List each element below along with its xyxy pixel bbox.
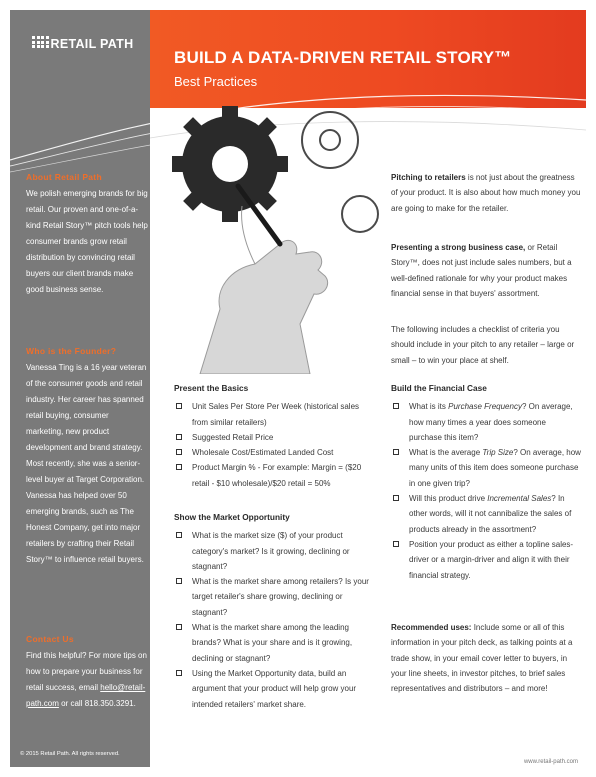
contact-section: [26, 634, 148, 712]
intro-paragraph-1: [391, 170, 581, 216]
founder-text: Vanessa Ting is a 16 year veteran of the consumer goods and retail industry. Her career has spanned retail buying, consumer marketing, new product development and brand strategy. Most recently, she was a senior-level buyer at Target Corporation. Vanessa has helped over 50 emerging brands, such as The Honest Company, get into major retailers by crafting their Retail Story™ to influence retail buyers.: [26, 363, 147, 564]
checklist-item: [174, 666, 369, 712]
intro-p1-text: is not just about the greatness of your product. It is also about how much money you are going to make for the retailer.: [391, 173, 581, 213]
checklist-item: [174, 430, 369, 445]
checkbox-icon: [176, 449, 182, 455]
intro-p1-bold: Pitching to retailers: [391, 173, 466, 182]
contact-email-link[interactable]: hello@retail-path.com: [26, 683, 146, 708]
contact-text: [26, 648, 148, 712]
checklist-item: [174, 445, 369, 460]
checklist-item-text: Wholesale Cost/Estimated Landed Cost: [192, 448, 334, 458]
about-text: We polish emerging brands for big retail. Our proven and one-of-a-kind Retail Story™ pitch tools help consumer brands grow retail distribution by convincing retail buyers our client brands make good business sense.: [26, 189, 148, 294]
checkbox-icon: [176, 403, 182, 409]
intro-paragraph-2: [391, 240, 581, 301]
checklist-item-text: What is the average: [409, 448, 483, 458]
checklist-item: [174, 574, 369, 620]
founder-section: [26, 346, 148, 568]
sidebar: [10, 10, 150, 767]
checklist-item-text: What is its: [409, 402, 449, 412]
about-section: [26, 172, 148, 298]
checklist-item-text: What is the market share among the leading brands? What is your share and is it growing, declining or stagnant?: [192, 623, 353, 663]
checkbox-icon: [176, 624, 182, 630]
checklist-item: [174, 399, 369, 430]
checkbox-icon: [176, 578, 182, 584]
recommended-uses-text: Include some or all of this information in your pitch deck, as talking points at a trade show, in your email cover letter to buyers, in your line sheets, in investor pitches, to brief sales representatives and distributors – and more!: [391, 623, 573, 694]
basics-heading: Present the Basics: [174, 383, 249, 393]
checklist-item-text: What is the market share among retailers? Is your target retailer's share growing, declining or stagnant?: [192, 577, 369, 617]
basics-section: [174, 381, 369, 491]
checklist-item: [174, 528, 369, 574]
checklist-item-text: Product Margin % - For example: Margin = ($20 retail - $10 wholesale)/$20 retail = 50%: [192, 463, 362, 488]
checklist-item-text: Position your product as either a topline sales-driver or a margin-driver and align it with their financial strategy.: [409, 539, 574, 580]
incremental-sales-term: Incremental Sales: [487, 494, 552, 504]
copyright: © 2015 Retail Path. All rights reserved.: [20, 751, 120, 757]
trip-size-term: Trip Size: [482, 448, 514, 458]
financial-heading: Build the Financial Case: [391, 383, 487, 393]
checklist-item: [391, 445, 581, 491]
contact-phone-text: or call 818.350.3291.: [58, 699, 136, 708]
checklist-item-text: Unit Sales Per Store Per Week (historical sales from similar retailers): [192, 402, 360, 427]
checklist-item-text: Will this product drive: [409, 494, 488, 504]
checkbox-icon: [176, 532, 182, 538]
page-subtitle: Best Practices: [174, 74, 258, 89]
checkbox-icon: [176, 434, 182, 440]
hand-icon: [200, 186, 328, 374]
checklist-item: [174, 620, 369, 666]
founder-heading: Who is the Founder?: [26, 346, 117, 356]
about-heading: About Retail Path: [26, 172, 102, 182]
retail-path-logo: [32, 36, 133, 51]
footer-url: www.retail-path.com: [523, 759, 578, 765]
checklist-item: [174, 460, 369, 491]
large-gear-icon: [172, 106, 288, 222]
page-title: BUILD A DATA-DRIVEN RETAIL STORY™: [174, 48, 512, 67]
intro-paragraph-3: The following includes a checklist of criteria you should include in your pitch to any retailer – large or small – to win your place at shelf.: [391, 325, 575, 365]
purchase-frequency-term: Purchase Frequency: [448, 402, 522, 412]
logo-grid-icon: [32, 36, 49, 48]
intro-p2-bold: Presenting a strong business case,: [391, 243, 526, 252]
checkbox-icon: [393, 495, 399, 501]
logo-text: RETAIL PATH: [50, 37, 134, 51]
small-gear-outline-icon: [302, 112, 378, 232]
checklist-item-text: Suggested Retail Price: [192, 432, 274, 442]
market-heading: Show the Market Opportunity: [174, 512, 290, 522]
recommended-uses-label: Recommended uses:: [391, 623, 472, 632]
recommended-uses: [391, 620, 581, 696]
gears-hand-illustration: [160, 94, 380, 374]
checklist-item-text: Using the Market Opportunity data, build an argument that your product will help grow your intended retailers' market share.: [192, 668, 357, 709]
checklist-item-text: What is the market size ($) of your product category's market? Is it growing, declining or stagnant?: [192, 531, 350, 571]
checklist-item-text: ? On average, how many times a year does someone purchase this item?: [409, 402, 573, 442]
financial-section: [391, 381, 581, 583]
checklist-item-text: ? On average, how many units of this item does someone purchase in one given trip?: [409, 448, 581, 488]
checklist-item-text: ? In other words, will it not cannibalize the sales of products already in the assortment?: [409, 494, 572, 534]
intro-p2-text: or Retail Story™, does not just include sales numbers, but a well-defined rationale for why your product makes financial sense in that buyers' assortment.: [391, 243, 572, 298]
checklist-item: [391, 537, 581, 583]
checkbox-icon: [393, 449, 399, 455]
checkbox-icon: [393, 403, 399, 409]
checklist-item: [391, 491, 581, 537]
checklist-item: [391, 399, 581, 445]
contact-text-lead: Find this helpful? For more tips on how to prepare your business for retail success, email: [26, 651, 147, 692]
checkbox-icon: [393, 541, 399, 547]
checkbox-icon: [176, 464, 182, 470]
checkbox-icon: [176, 670, 182, 676]
market-section: [174, 510, 369, 712]
contact-heading: Contact Us: [26, 634, 74, 644]
